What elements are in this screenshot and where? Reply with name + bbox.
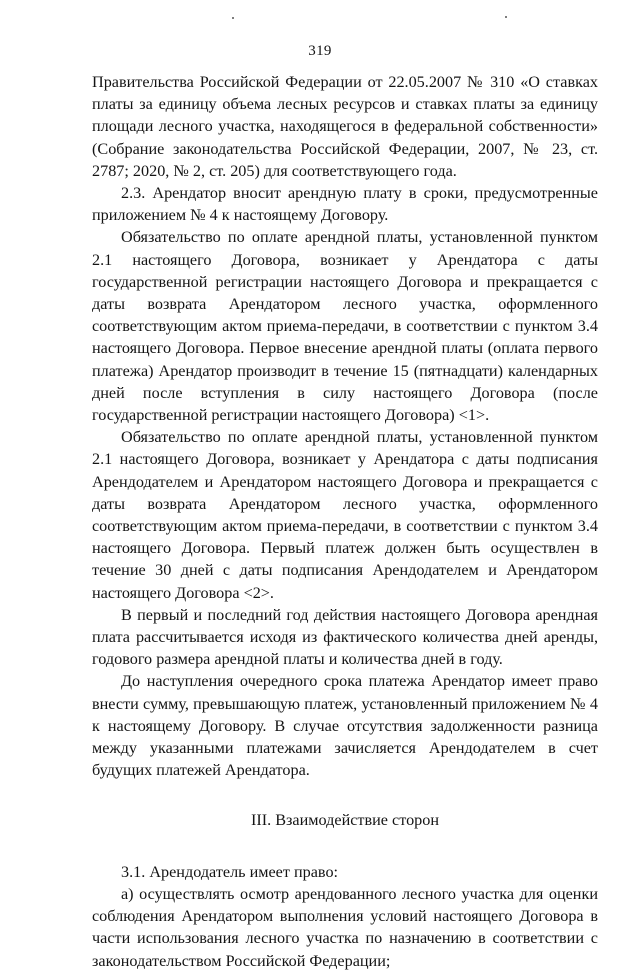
paragraph-payment-obligation-2: Обязательство по оплате арендной платы, установленной пунктом 2.1 настоящего Договора, возникает у Арендатора с даты подписания Арендодателем и Арендатором настоящего Договора и прекращается с даты возврата Арендатором лесного участка, оформленного соответствующим актом приема-передачи, в соответствии с пунктом 3.4 настоящего Договора. Первый платеж должен быть осуществлен в течение 30 дней с даты подписания Арендодателем и Арендатором настоящего Договора <2>. [92, 428, 598, 602]
paragraph-payment-obligation-1: Обязательство по оплате арендной платы, установленной пунктом 2.1 настоящего Договора, возникает у Арендатора с даты государственной регистрации настоящего Договора и прекращается с даты возврата Арендатором лесного участка, оформленного соответствующим актом приема-передачи, в соответствии с пунктом 3.4 настоящего Договора. Первое внесение арендной платы (оплата первого платежа) Арендатор производит в течение 15 (пятнадцати) календарных дней после вступления в силу настоящего Договора (после государственной регистрации настоящего Договора) <1>. [92, 228, 598, 425]
clause-3-1: 3.1. Арендодатель имеет право: [121, 862, 339, 881]
section-heading: III. Взаимодействие сторон [250, 810, 440, 829]
paragraph-first-last-year: В первый и последний год действия настоящего Договора арендная плата рассчитывается исходя из фактического количества дней аренды, годового размера арендной платы и количества дней в году. [92, 605, 598, 669]
paragraph-continuation: Правительства Российской Федерации от 22.05.2007 № 310 «О ставках платы за единицу объема лесных ресурсов и ставках платы за единицу площади лесного участка, находящегося в федеральной собственности» (Собрание законодательства Российской Федерации, 2007, № 23, ст. 2787; 2020, № 2, ст. 205) для соответствующего года. [92, 73, 598, 180]
scan-speck [505, 16, 507, 18]
clause-3-1-a: а) осуществлять осмотр арендованного лесного участка для оценки соблюдения Арендатором выполнения условий настоящего Договора в части использования лесного участка по назначению в соответствии с законодательством Российской Федерации; [92, 884, 598, 970]
clause-2-3: 2.3. Арендатор вносит арендную плату в сроки, предусмотренные приложением № 4 к настоящему Договору. [92, 184, 598, 225]
page-number: 319 [308, 43, 332, 59]
document-body [92, 71, 598, 972]
scan-speck [232, 17, 234, 19]
paragraph-advance-payment: До наступления очередного срока платежа Арендатор имеет право внести сумму, превышающую платеж, установленный приложением № 4 к настоящему Договору. В случае отсутствия задолженности разница между указанными платежами зачисляется Арендодателем в счет будущих платежей Арендатора. [92, 672, 598, 780]
